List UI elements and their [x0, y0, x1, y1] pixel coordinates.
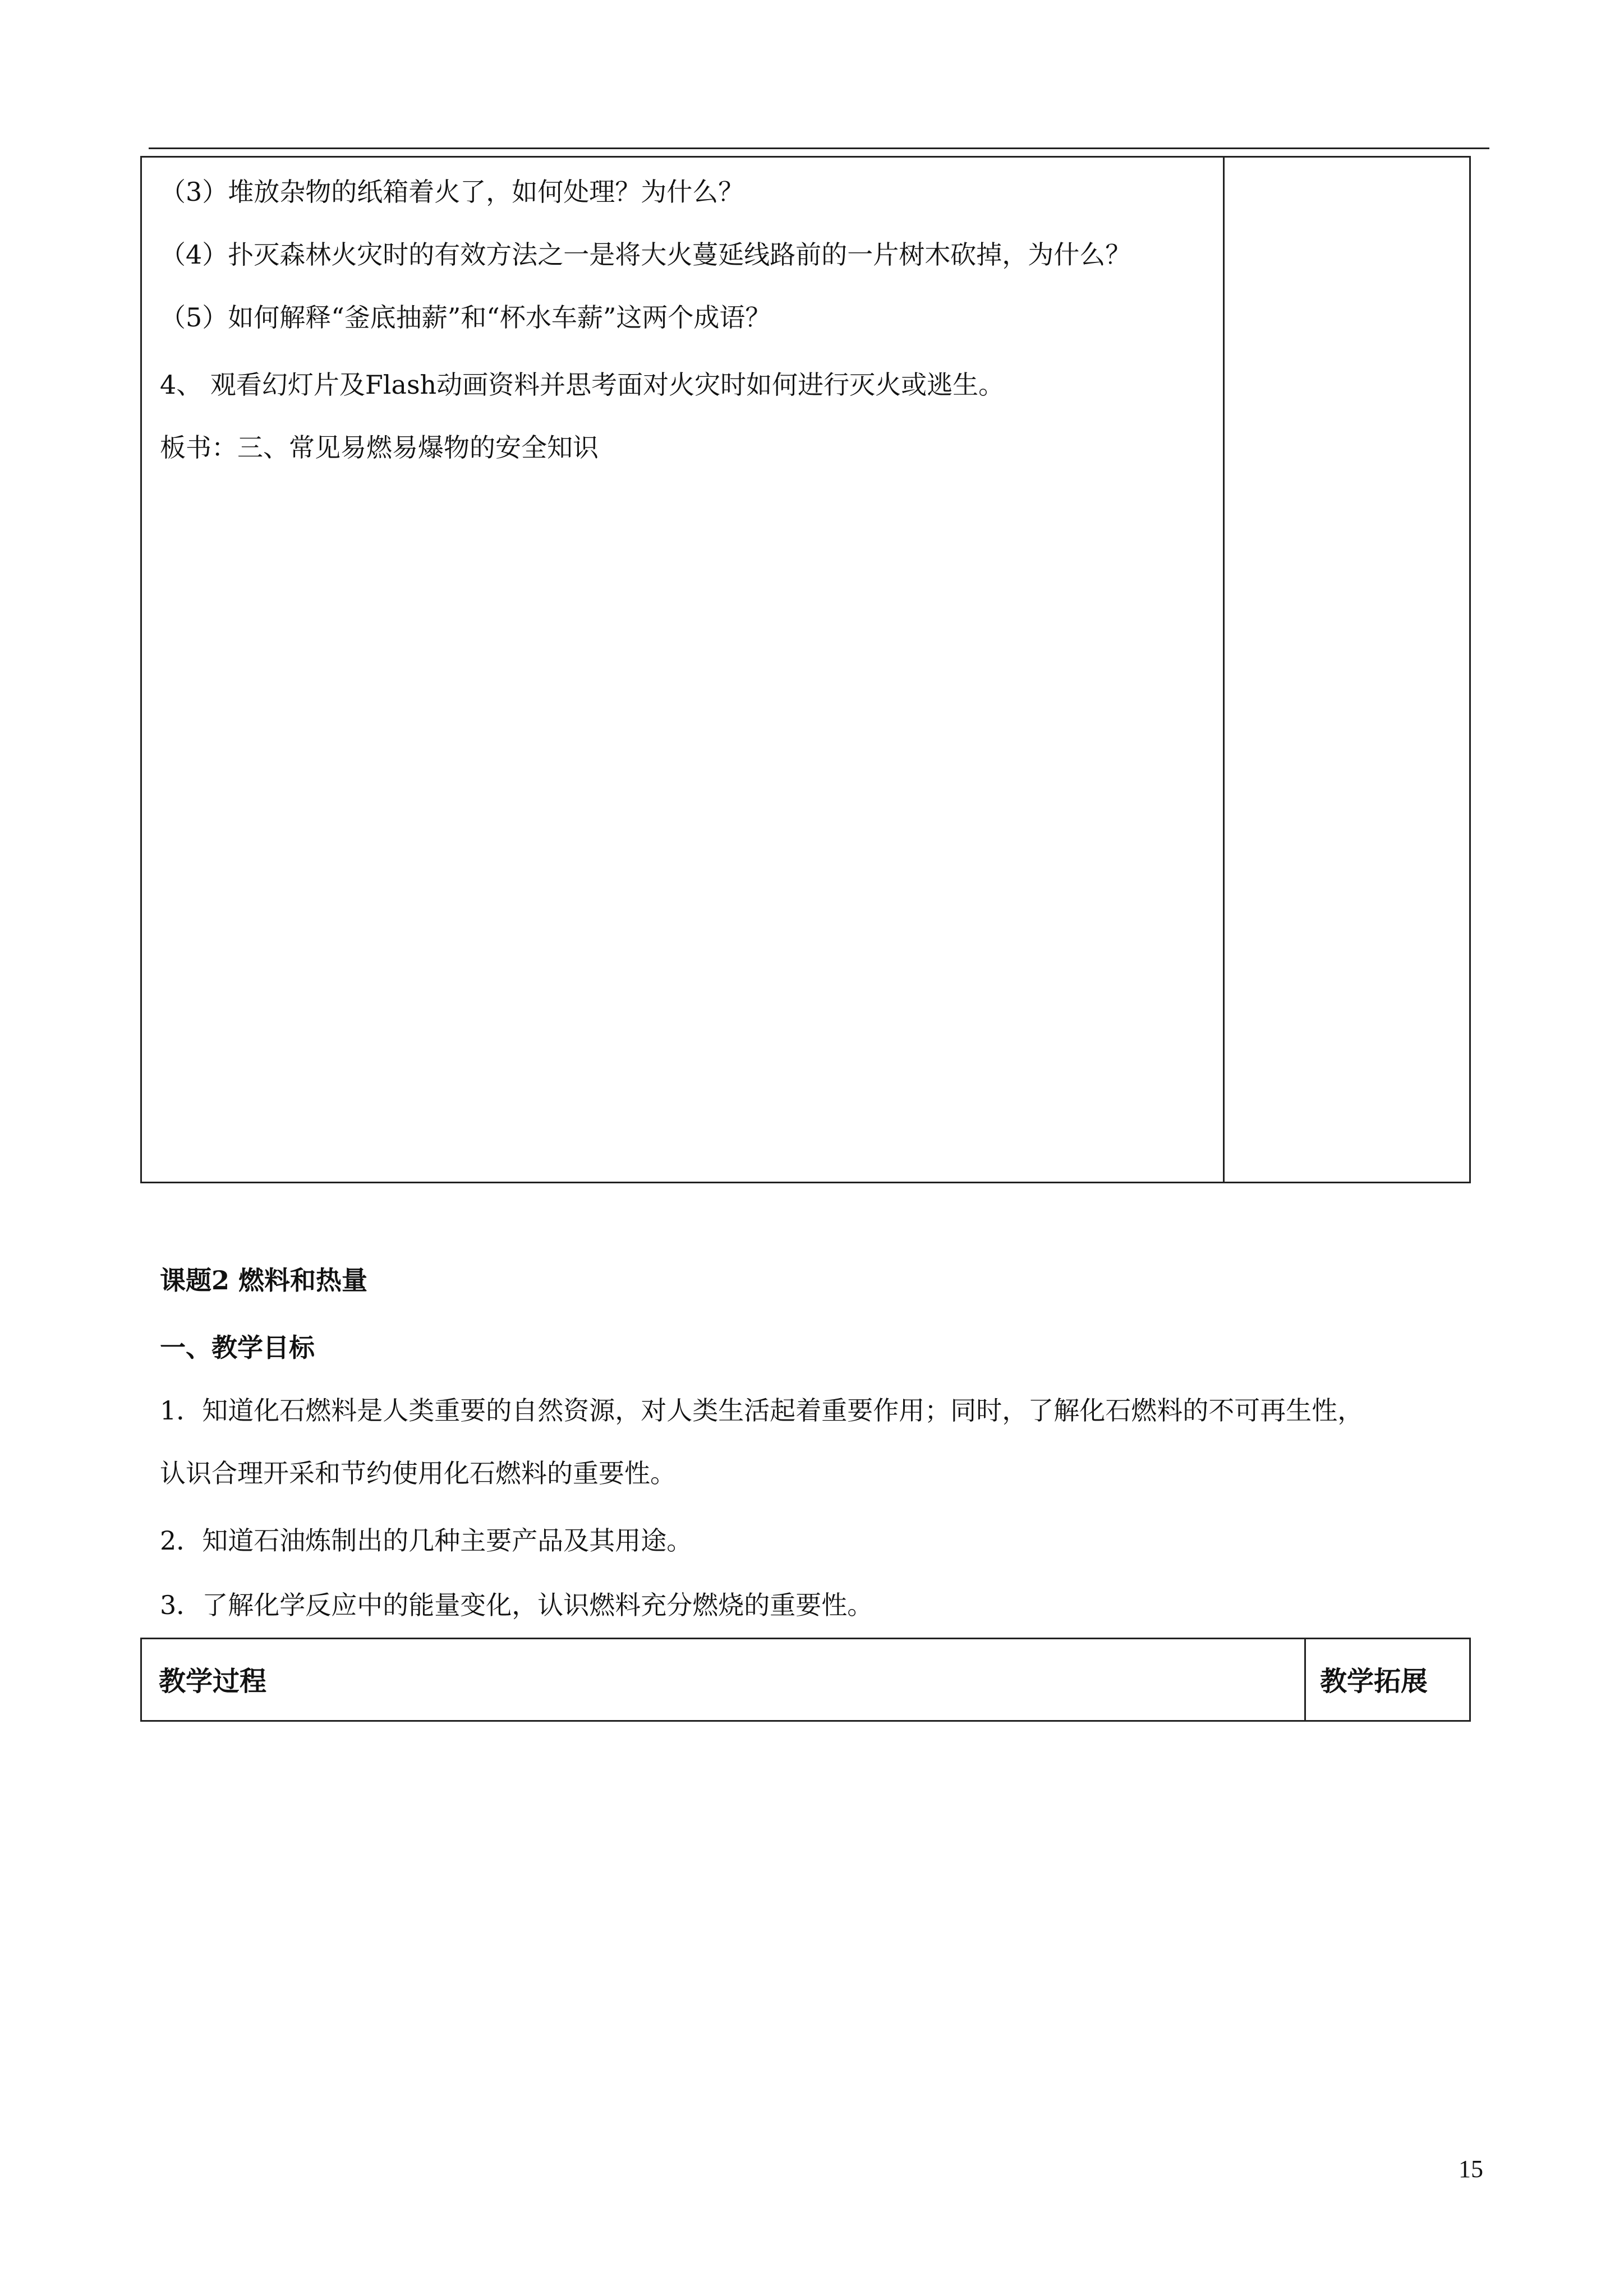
question-4: （4）扑灭森林火灾时的有效方法之一是将大火蔓延线路前的一片树木砍掉，为什么？ — [160, 239, 1131, 270]
table-column-divider — [1304, 1639, 1306, 1720]
page-number: 15 — [1459, 2155, 1483, 2183]
objective-3: 3．了解化学反应中的能量变化，认识燃料充分燃烧的重要性。 — [160, 1590, 873, 1620]
objective-1: 1．知道化石燃料是人类重要的自然资源，对人类生活起着重要作用；同时，了解化石燃料的不可再生性， — [160, 1395, 1364, 1426]
question-5: （5）如何解释“釜底抽薪”和“杯水车薪”这两个成语？ — [160, 302, 771, 333]
lesson-title: 课题2 燃料和热量 — [160, 1265, 368, 1295]
board-note: 板书：三、常见易燃易爆物的安全知识 — [160, 432, 599, 463]
teaching-process-header: 教学过程 — [159, 1666, 267, 1697]
table-column-divider — [1223, 158, 1225, 1182]
objective-2: 2．知道石油炼制出的几种主要产品及其用途。 — [160, 1525, 693, 1556]
section-heading: 一、教学目标 — [160, 1333, 315, 1363]
teaching-extension-header: 教学拓展 — [1320, 1666, 1428, 1697]
objective-1-cont: 认识合理开采和节约使用化石燃料的重要性。 — [160, 1458, 676, 1488]
header-rule — [149, 147, 1489, 149]
teaching-process-table — [140, 1638, 1471, 1722]
question-3: （3）堆放杂物的纸箱着火了，如何处理？为什么？ — [160, 177, 744, 207]
activity-4: 4、 观看幻灯片及Flash动画资料并思考面对火灾时如何进行灭火或逃生。 — [160, 370, 1005, 400]
